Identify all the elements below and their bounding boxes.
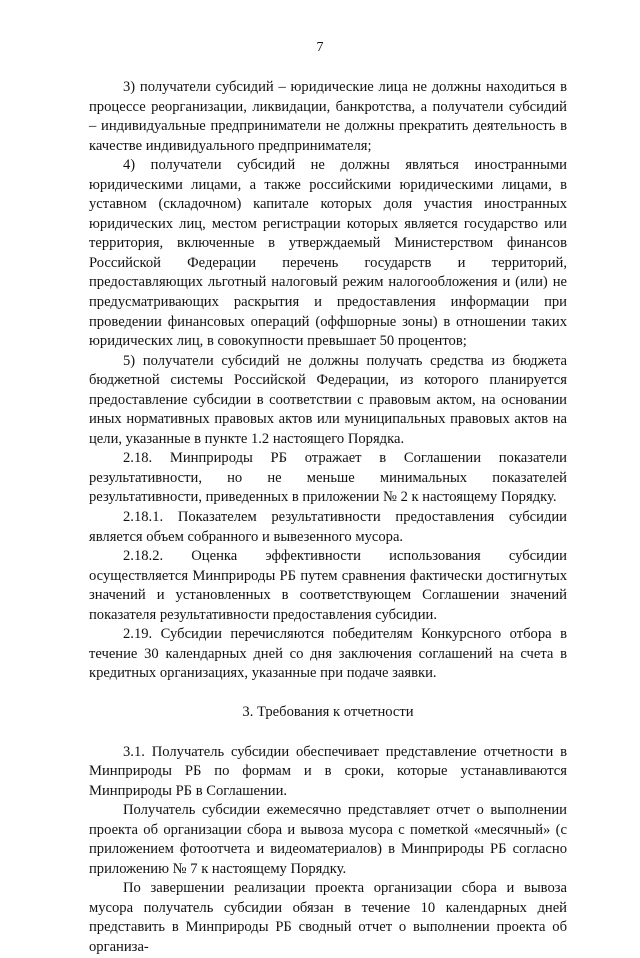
- paragraph-item-3: 3) получатели субсидий – юридические лица не должны находиться в процессе реорганизации, ликвидации, банкротства, а получатели субсидий – индивидуальные предприниматели не должны прекратить деятельность в качестве индивидуального предпринимателя;: [89, 79, 567, 154]
- paragraph-item-5: 5) получатели субсидий не должны получать средства из бюджета бюджетной системы Российской Федерации, из которого планируется предоставление субсидии в соответствии с правовым актом, на основании иных нормативных правовых актов или муниципальных правовых актов на цели, указанные в пункте 1.2 настоящего Порядка.: [89, 352, 567, 447]
- paragraph-2-18: 2.18. Минприроды РБ отражает в Соглашении показатели результативности, но не меньше минимальных показателей результативности, приведенных в приложении № 2 к настоящему Порядку.: [89, 450, 567, 506]
- page-number: 7: [316, 40, 324, 55]
- paragraph-2-19: 2.19. Субсидии перечисляются победителям Конкурсного отбора в течение 30 календарных дней со дня заключения соглашений на счета в кредитных организациях, указанные при подаче заявки.: [89, 626, 567, 682]
- section-heading: 3. Требования к отчетности: [242, 703, 414, 720]
- paragraph-final-report: По завершении реализации проекта организации сбора и вывоза мусора получатель субсидии обязан в течение 10 календарных дней представить в Минприроды РБ сводный отчет о выполнении проекта об организа-: [89, 880, 567, 955]
- paragraph-item-4: 4) получатели субсидий не должны являться иностранными юридическими лицами, а также российскими юридическими лицами, в уставном (складочном) капитале которых доля участия иностранных юридических лиц, местом регистрации которых является государство или территория, включенные в утверждаемый Министерством финансов Российской Федерации перечень государств и территорий, предоставляющих льготный налоговый режим налогообложения и (или) не предусматривающих раскрытия и предоставления информации при проведении финансовых операций (оффшорные зоны) в отношении таких юридических лиц, в совокупности превышает 50 процентов;: [89, 157, 567, 350]
- paragraph-2-18-1: 2.18.1. Показателем результативности предоставления субсидии является объем собранного и вывезенного мусора.: [89, 509, 567, 545]
- paragraph-2-18-2: 2.18.2. Оценка эффективности использования субсидии осуществляется Минприроды РБ путем сравнения фактически достигнутых значений и установленных в соответствующем Соглашении значений показателя результативности предоставления субсидии.: [89, 548, 567, 623]
- paragraph-3-1: 3.1. Получатель субсидии обеспечивает представление отчетности в Минприроды РБ по формам и в сроки, которые устанавливаются Минприроды РБ в Соглашении.: [89, 743, 567, 799]
- paragraph-monthly-report: Получатель субсидии ежемесячно представляет отчет о выполнении проекта об организации сбора и вывоза мусора с пометкой «месячный» (с приложением фотоотчета и видеоматериалов) в Минприроды РБ согласно приложению № 7 к настоящему Порядку.: [89, 802, 567, 877]
- document-body: [89, 78, 567, 958]
